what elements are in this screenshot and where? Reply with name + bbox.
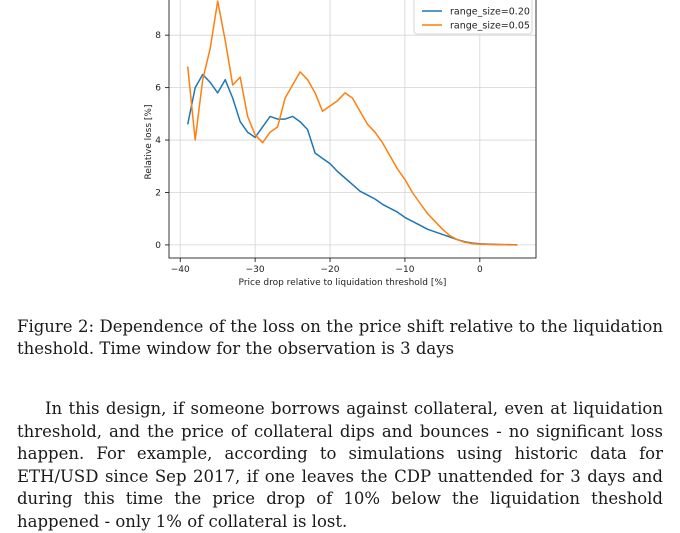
x-axis-label: Price drop relative to liquidation threshold [%] [238, 278, 447, 288]
y-tick-label: 6 [155, 83, 161, 94]
y-tick-label: 4 [155, 136, 161, 147]
body-paragraph: In this design, if someone borrows against collateral, even at liquidation threshold, and the price of collateral dips and bounces - no significant loss happen. For example, according to simulations using historic data for ETH/USD since Sep 2017, if one leaves the CDP unattended for 3 days and during this time the price drop of 10% below the liquidation theshold happened - only 1% of collateral is lost. [17, 399, 663, 531]
y-tick-label: 2 [155, 188, 161, 199]
x-tick-label: −10 [395, 265, 415, 275]
legend [414, 0, 532, 34]
legend-label-2: range_size=0.05 [450, 20, 530, 32]
x-tick-label: −20 [320, 265, 340, 275]
series-line-1 [188, 75, 518, 245]
x-tick-label: 0 [476, 265, 483, 275]
y-axis-label: Relative loss [%] [144, 104, 154, 180]
legend-label-1: range_size=0.20 [450, 6, 530, 18]
series-line-2 [188, 1, 518, 245]
y-tick-label: 8 [155, 31, 161, 42]
x-tick-label: −40 [170, 265, 190, 275]
y-tick-label: 0 [155, 240, 161, 251]
plot-frame [169, 0, 536, 258]
x-tick-label: −30 [245, 265, 265, 275]
figure-caption: Figure 2: Dependence of the loss on the price shift relative to the liquidation theshold. Time window for the observation is 3 days [17, 317, 663, 358]
